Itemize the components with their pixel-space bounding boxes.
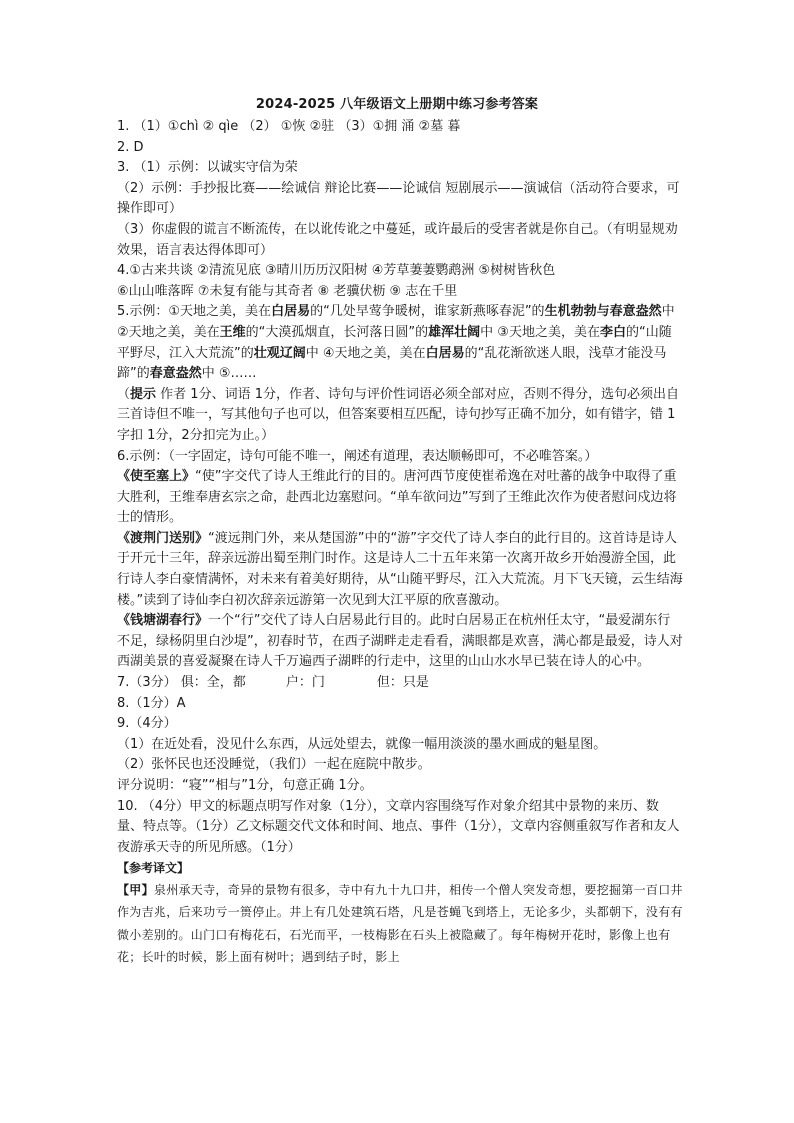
q5-author-2: 王维 [219,324,246,340]
q5-hint-label: 提示 [130,386,157,402]
q3-line-2: （2）示例：手抄报比赛——绘诚信 辩论比赛——论诚信 短剧展示——演诚信（活动符合要求，可操作即可） [117,180,680,217]
q6-poem-2-title: 《渡荆门送别》 [117,530,209,546]
q8-line: 8.（1分）A [117,695,186,711]
q5-eval-2: 雄浑壮阔 [428,324,481,340]
q6-poem-3-title: 《钱塘湖春行》 [117,613,209,629]
q5-text-9: 中 ⑤…… [201,366,257,382]
q5-author-1: 白居易 [271,304,311,320]
q10-line: 10. （4分）甲文的标题点明写作对象（1分），文章内容围绕写作对象介绍其中景物的来历、数量、特点等。（1分）乙文标题交代文体和时间、地点、事件（1分），文章内容侧重叙写作者和友人夜游承天寺的所见所感。（1分） [117,798,680,855]
q6-poem-1-text: “使”字交代了诗人王维此行的目的。唐河西节度使崔希逸在对吐蕃的战争中取得了重大胜利，王维奉唐玄宗之命，赴西北边塞慰问。“单车欲问边”写到了王维此次作为使者慰问戍边将士的情形。 [117,469,677,526]
q5-eval-4: 春意盎然 [149,366,202,382]
answer-content [117,117,683,969]
q5-answer [117,302,683,384]
q5-text-8: 的“乱花渐欲迷人眼，浅草才能没马蹄”的 [117,345,667,382]
q7-line [117,673,683,694]
q5-hint: （提示 作者 1分、词语 1分，作者、诗句与评价性词语必须全部对应，否则不得分，选句必须出自三首诗但不唯一，写其他句子也可以，但答案要相互匹配，诗句抄写正确不加分，如有错字，错 1字扣 1分，2分扣完为止。） [117,386,679,443]
q2-line: 2. D [117,139,144,155]
q7-a: 7.（3分） 俱：全，都 [117,675,246,691]
q6-poem-3 [117,611,683,673]
translation-text: 泉州承天寺，奇异的景物有很多，寺中有九十九口井，相传一个僧人突发奇想，要挖掘第一百口井作为吉兆，后来功亏一篑停止。井上有几处建筑石塔，凡是苍蝇飞到塔上，无论多少，头都朝下，没有有微小差别的。山门口有梅花石，石光而平，一枝梅影在石头上被隐藏了。每年梅树开花时，影像上也有花；长叶的时候，影上面有树叶；遇到结子时，影上 [117,882,683,965]
q7-c: 但：只是 [376,675,429,691]
page-title: 2024-2025 八年级语文上册期中练习参考答案 [255,97,539,112]
translation-header: 【参考译文】 [117,861,190,876]
q5-text-4: 的“大漠孤烟直，长河落日圆”的 [245,324,429,340]
q5-eval-1: 生机勃勃与春意盎然 [544,304,662,320]
q6-poem-2-text: “渡远荆门外，来从楚国游”中的“游”字交代了诗人李白的此行目的。这首诗是诗人于开元十三年，辞亲远游出蜀至荆门时作。这是诗人二十五年来第一次离开故乡开始漫游全国，此行诗人李白豪情满怀，对未来有着美好期待，从“山随平野尽，江入大荒流。月下飞天镜，云生结海楼。”读到了诗仙李白初次辞亲远游第一次见到大江平原的欣喜激动。 [117,530,683,608]
q5-text-1: 5.示例：①天地之美，美在 [117,304,272,320]
q9-line-3: 评分说明：“寝”“相与”1分，句意正确 1分。 [117,778,373,793]
q1-line: 1. （1）①chì ② qìe （2） ①恢 ②驻 （3）①拥 涌 ②墓 暮 [117,119,461,134]
q5-author-4: 白居易 [425,345,465,361]
q5-text-6: 的“山随平野尽，江入大荒流”的 [117,324,672,361]
q9-line-2: （2）张怀民也还没睡觉，（我们）一起在庭院中散步。 [117,757,431,773]
q9-head: 9.（4分） [117,716,177,732]
q3-line-3: （3）你虚假的谎言不断流传，在以讹传讹之中蔓延，或许最后的受害者就是你自己。（有明显规劝效果，语言表达得体即可） [117,221,678,258]
q6-poem-2 [117,529,683,611]
q3-line-1: 3. （1）示例：以诚实守信为荣 [117,160,298,176]
q5-author-3: 李白 [599,324,626,340]
q6-intro: 6.示例：（一字固定，诗句可能不唯一，阐述有道理，表达顺畅即可，不必唯答案。） [117,448,598,464]
translation-label: 【甲】 [117,882,154,897]
q6-poem-3-text: 一个“行”交代了诗人白居易此行目的。此时白居易正在杭州任太守，“最爱湖东行不足，绿杨阴里白沙堤”，初春时节，在西子湖畔走走看看，满眼都是欢喜，满心都是最爱，诗人对西湖美景的喜爱凝聚在诗人千万遍西子湖畔的行走中，这里的山山水水早已装在诗人的心中。 [117,613,683,670]
q6-poem-1 [117,467,683,529]
q5-text-3: 中 ②天地之美，美在 [117,304,675,340]
q5-text-5: 中 ③天地之美，美在 [480,324,600,340]
q9-line-1: （1）在近处看，没见什么东西，从远处望去，就像一幅用淡淡的墨水画成的魁星图。 [117,736,607,752]
q5-text-2: 的“几处早莺争暖树，谁家新燕啄春泥”的 [310,304,545,320]
q5-text-7: 中 ④天地之美，美在 [305,345,426,361]
q6-poem-1-title: 《使至塞上》 [117,469,196,485]
q4-line-2: ⑥山山唯落晖 ⑦未复有能与其奇者 ⑧ 老骥伏枥 ⑨ 志在千里 [117,283,458,299]
q5-hint-text: 作者 1分、词语 1分，作者、诗句与评价性词语必须全部对应，否则不得分，选句必须出自三首诗但不唯一，写其他句子也可以，但答案要相互匹配，诗句抄写正确不加分，如有错字，错 1字扣 1分，2分扣完为止。） [117,386,679,443]
q7-b: 户：门 [285,675,325,691]
q5-eval-3: 壮观辽阔 [253,345,306,361]
q4-line-1: 4.①古来共谈 ②清流见底 ③晴川历历汉阳树 ④芳草萋萋鹦鹉洲 ⑤树树皆秋色 [117,263,556,279]
translation-body [117,879,683,969]
